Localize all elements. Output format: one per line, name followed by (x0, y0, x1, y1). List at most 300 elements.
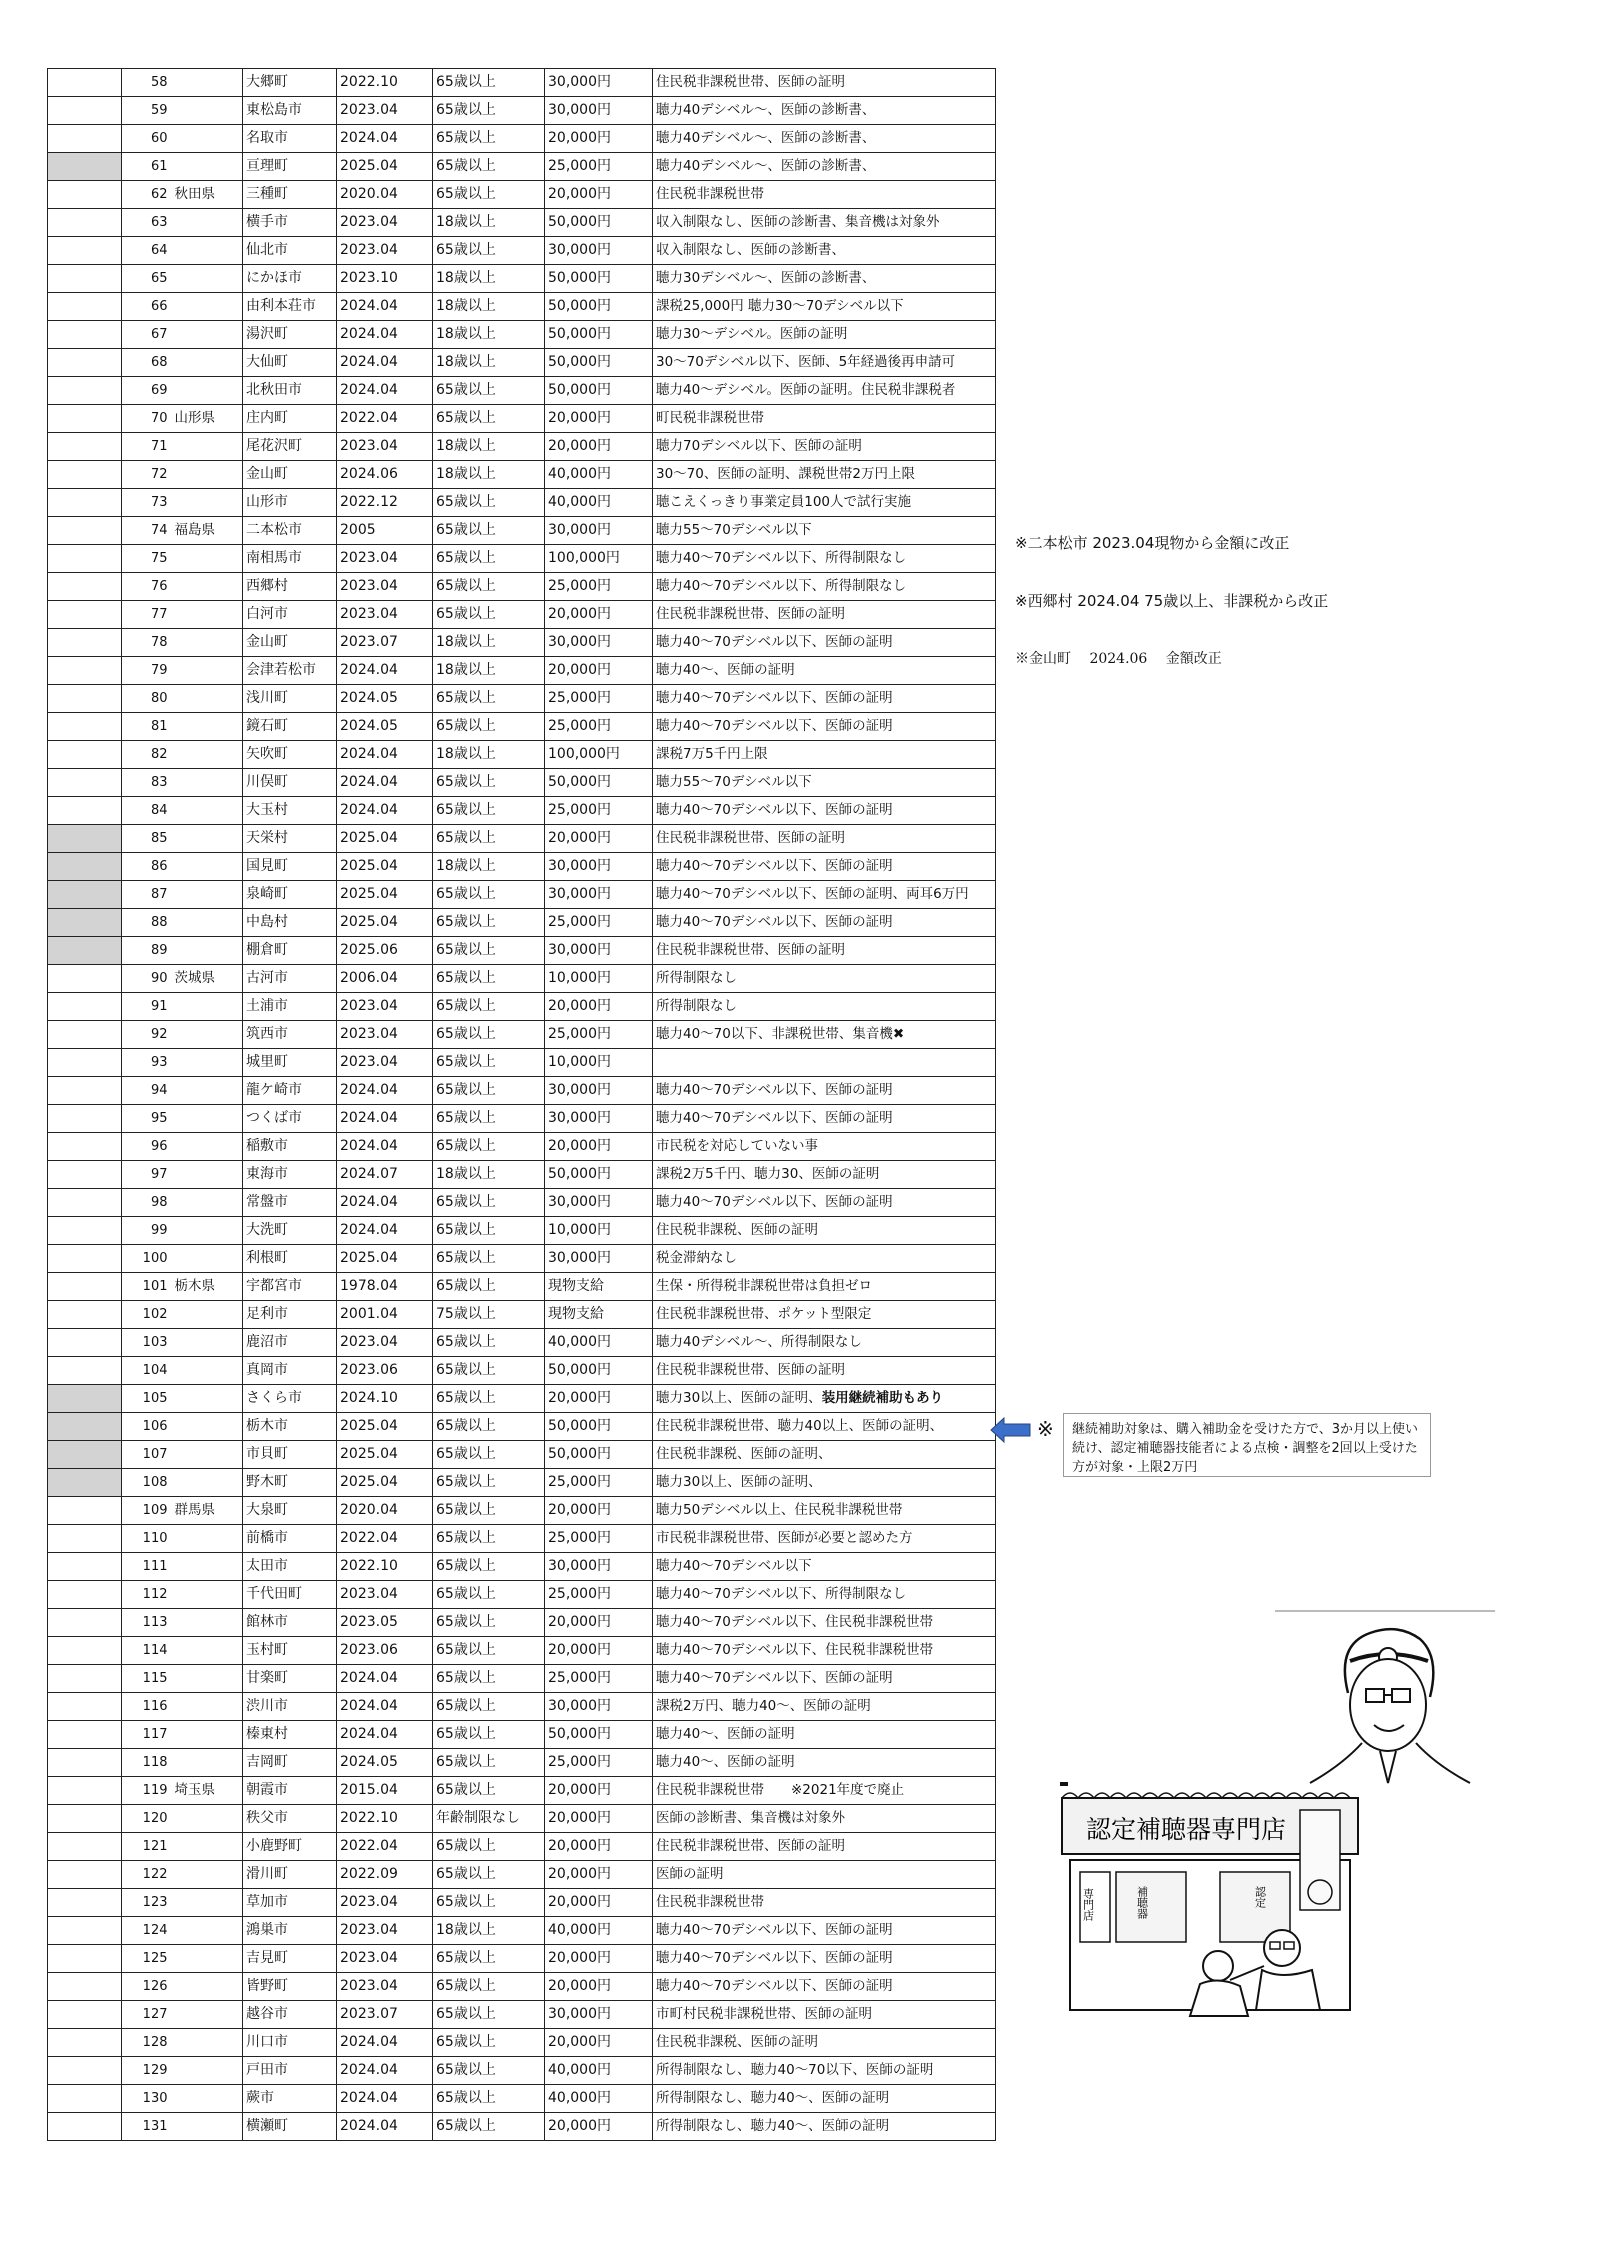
age-requirement: 65歳以上 (433, 937, 545, 965)
prefecture (172, 1721, 243, 1749)
prefecture: 山形県 (172, 405, 243, 433)
age-requirement: 65歳以上 (433, 517, 545, 545)
subsidy-amount: 100,000円 (545, 545, 653, 573)
subsidy-amount: 100,000円 (545, 741, 653, 769)
row-marker (48, 1889, 122, 1917)
prefecture (172, 937, 243, 965)
subsidy-amount: 20,000円 (545, 993, 653, 1021)
age-requirement: 年齢制限なし (433, 1805, 545, 1833)
table-row (48, 601, 996, 629)
municipality: 前橋市 (243, 1525, 337, 1553)
municipality: 鴻巣市 (243, 1917, 337, 1945)
row-number: 100 (122, 1245, 172, 1273)
note-nihonmatsu: ※二本松市 2023.04現物から金額に改正 (1015, 534, 1290, 552)
conditions: 聴力40～70デシベル以下、医師の証明、両耳6万円 (653, 881, 996, 909)
subsidy-amount: 25,000円 (545, 797, 653, 825)
subsidy-amount: 10,000円 (545, 1049, 653, 1077)
age-requirement: 65歳以上 (433, 1973, 545, 2001)
table-row (48, 349, 996, 377)
subsidy-amount: 50,000円 (545, 769, 653, 797)
prefecture (172, 1693, 243, 1721)
prefecture (172, 1133, 243, 1161)
municipality: 名取市 (243, 125, 337, 153)
prefecture (172, 713, 243, 741)
prefecture (172, 741, 243, 769)
shop-side-sign: 専門店 (1081, 1888, 1095, 1921)
start-date: 2023.04 (337, 237, 433, 265)
subsidy-amount: 40,000円 (545, 2057, 653, 2085)
age-requirement: 18歳以上 (433, 209, 545, 237)
age-requirement: 65歳以上 (433, 2001, 545, 2029)
age-requirement: 65歳以上 (433, 1469, 545, 1497)
municipality: 館林市 (243, 1609, 337, 1637)
conditions: 聴力40～70デシベル以下、住民税非課税世帯 (653, 1609, 996, 1637)
table-row (48, 713, 996, 741)
table-row (48, 489, 996, 517)
row-number: 61 (122, 153, 172, 181)
row-number: 122 (122, 1861, 172, 1889)
row-number: 117 (122, 1721, 172, 1749)
municipality: 天栄村 (243, 825, 337, 853)
start-date: 2025.04 (337, 1441, 433, 1469)
prefecture (172, 1413, 243, 1441)
row-marker (48, 405, 122, 433)
prefecture (172, 1805, 243, 1833)
municipality: 泉崎町 (243, 881, 337, 909)
municipality: 庄内町 (243, 405, 337, 433)
row-marker (48, 1861, 122, 1889)
municipality: 真岡市 (243, 1357, 337, 1385)
conditions: 聴力40～70デシベル以下、住民税非課税世帯 (653, 1637, 996, 1665)
municipality: 常盤市 (243, 1189, 337, 1217)
prefecture (172, 993, 243, 1021)
start-date: 2024.05 (337, 685, 433, 713)
municipality: 野木町 (243, 1469, 337, 1497)
municipality: 榛東村 (243, 1721, 337, 1749)
prefecture (172, 657, 243, 685)
municipality: 越谷市 (243, 2001, 337, 2029)
row-number: 118 (122, 1749, 172, 1777)
row-number: 88 (122, 909, 172, 937)
row-number: 83 (122, 769, 172, 797)
row-number: 79 (122, 657, 172, 685)
municipality: 吉岡町 (243, 1749, 337, 1777)
prefecture (172, 573, 243, 601)
table-row (48, 153, 996, 181)
conditions: 聴力70デシベル以下、医師の証明 (653, 433, 996, 461)
start-date: 2024.04 (337, 657, 433, 685)
table-row (48, 433, 996, 461)
row-number: 78 (122, 629, 172, 657)
age-requirement: 65歳以上 (433, 881, 545, 909)
table-row (48, 1105, 996, 1133)
row-number: 84 (122, 797, 172, 825)
age-requirement: 65歳以上 (433, 1385, 545, 1413)
row-number: 110 (122, 1525, 172, 1553)
row-number: 120 (122, 1805, 172, 1833)
conditions: 聴力40～70以下、非課税世帯、集音機✖ (653, 1021, 996, 1049)
start-date: 2023.04 (337, 1917, 433, 1945)
subsidy-amount: 50,000円 (545, 209, 653, 237)
conditions: 聴力40～70デシベル以下、医師の証明 (653, 1973, 996, 2001)
row-marker (48, 573, 122, 601)
conditions: 住民税非課税世帯、医師の証明 (653, 1357, 996, 1385)
age-requirement: 65歳以上 (433, 1833, 545, 1861)
row-number: 66 (122, 293, 172, 321)
row-number: 94 (122, 1077, 172, 1105)
row-marker (48, 1637, 122, 1665)
row-number: 103 (122, 1329, 172, 1357)
row-number: 129 (122, 2057, 172, 2085)
table-row (48, 1749, 996, 1777)
start-date: 2025.04 (337, 1245, 433, 1273)
row-marker (48, 965, 122, 993)
table-row (48, 545, 996, 573)
age-requirement: 65歳以上 (433, 1497, 545, 1525)
subsidy-amount: 25,000円 (545, 1665, 653, 1693)
conditions: 聴力40～70デシベル以下、医師の証明 (653, 685, 996, 713)
table-row (48, 1301, 996, 1329)
start-date: 2020.04 (337, 181, 433, 209)
row-number: 92 (122, 1021, 172, 1049)
conditions: 聴力40～70デシベル以下、医師の証明 (653, 1917, 996, 1945)
table-row (48, 209, 996, 237)
conditions: 聴力40デシベル～、医師の診断書、 (653, 153, 996, 181)
table-row (48, 1021, 996, 1049)
row-marker (48, 1945, 122, 1973)
table-row (48, 69, 996, 97)
row-number: 131 (122, 2113, 172, 2141)
row-number: 91 (122, 993, 172, 1021)
conditions: 聴力40～、医師の証明 (653, 657, 996, 685)
municipality: 大洗町 (243, 1217, 337, 1245)
start-date: 2024.04 (337, 741, 433, 769)
row-marker (48, 377, 122, 405)
start-date: 2023.04 (337, 433, 433, 461)
hearing-specialist-illustration (1270, 1605, 1500, 1785)
note-kaneyama: ※金山町 2024.06 金額改正 (1015, 651, 1222, 667)
table-row (48, 573, 996, 601)
conditions: 課税2万円、聴力40～、医師の証明 (653, 1693, 996, 1721)
start-date: 2023.04 (337, 1049, 433, 1077)
start-date: 2023.04 (337, 1973, 433, 2001)
start-date: 2020.04 (337, 1497, 433, 1525)
start-date: 2023.06 (337, 1637, 433, 1665)
prefecture (172, 797, 243, 825)
municipality: 太田市 (243, 1553, 337, 1581)
age-requirement: 65歳以上 (433, 1217, 545, 1245)
subsidy-amount: 20,000円 (545, 1861, 653, 1889)
age-requirement: 65歳以上 (433, 1693, 545, 1721)
prefecture (172, 2001, 243, 2029)
subsidy-amount: 20,000円 (545, 657, 653, 685)
hearing-aid-shop-illustration (1050, 1780, 1370, 2020)
start-date: 2023.04 (337, 601, 433, 629)
start-date: 2023.04 (337, 545, 433, 573)
age-requirement: 65歳以上 (433, 377, 545, 405)
municipality: 小鹿野町 (243, 1833, 337, 1861)
prefecture (172, 1469, 243, 1497)
start-date: 2025.04 (337, 881, 433, 909)
prefecture (172, 1301, 243, 1329)
conditions: 聴力40～70デシベル以下、医師の証明 (653, 1665, 996, 1693)
age-requirement: 65歳以上 (433, 153, 545, 181)
row-number: 70 (122, 405, 172, 433)
subsidy-amount: 40,000円 (545, 489, 653, 517)
conditions: 住民税非課税世帯 (653, 181, 996, 209)
table-row (48, 1973, 996, 2001)
table-row (48, 517, 996, 545)
municipality: 横手市 (243, 209, 337, 237)
municipality: 古河市 (243, 965, 337, 993)
conditions: 聴力55～70デシベル以下 (653, 517, 996, 545)
subsidy-amount: 25,000円 (545, 153, 653, 181)
table-row (48, 685, 996, 713)
conditions: 聴力30以上、医師の証明、装用継続補助もあり (653, 1385, 996, 1413)
age-requirement: 65歳以上 (433, 97, 545, 125)
subsidy-amount: 10,000円 (545, 1217, 653, 1245)
table-row (48, 1665, 996, 1693)
age-requirement: 65歳以上 (433, 69, 545, 97)
subsidy-amount: 40,000円 (545, 1329, 653, 1357)
municipality: 栃木市 (243, 1413, 337, 1441)
start-date: 2024.04 (337, 769, 433, 797)
subsidy-amount: 50,000円 (545, 321, 653, 349)
conditions: 聴力40～70デシベル以下、医師の証明 (653, 629, 996, 657)
row-marker (48, 1553, 122, 1581)
row-number: 113 (122, 1609, 172, 1637)
conditions: 医師の証明 (653, 1861, 996, 1889)
row-number: 114 (122, 1637, 172, 1665)
conditions: 住民税非課税世帯、医師の証明 (653, 825, 996, 853)
prefecture (172, 125, 243, 153)
row-marker (48, 489, 122, 517)
prefecture (172, 1525, 243, 1553)
row-marker (48, 293, 122, 321)
subsidy-amount: 25,000円 (545, 713, 653, 741)
age-requirement: 18歳以上 (433, 657, 545, 685)
start-date: 2022.04 (337, 405, 433, 433)
row-marker (48, 1133, 122, 1161)
subsidy-amount: 50,000円 (545, 377, 653, 405)
prefecture (172, 1581, 243, 1609)
row-marker (48, 2029, 122, 2057)
prefecture (172, 1553, 243, 1581)
age-requirement: 65歳以上 (433, 1189, 545, 1217)
conditions: 課税25,000円 聴力30～70デシベル以下 (653, 293, 996, 321)
age-requirement: 65歳以上 (433, 797, 545, 825)
note-nishigo: ※西郷村 2024.04 75歳以上、非課税から改正 (1015, 592, 1329, 610)
row-marker (48, 1609, 122, 1637)
row-number: 60 (122, 125, 172, 153)
subsidy-amount: 30,000円 (545, 629, 653, 657)
age-requirement: 18歳以上 (433, 265, 545, 293)
row-marker (48, 685, 122, 713)
table-row (48, 1833, 996, 1861)
conditions-highlight: 装用継続補助もあり (821, 1390, 944, 1406)
table-row (48, 1217, 996, 1245)
age-requirement: 65歳以上 (433, 1077, 545, 1105)
subsidy-amount: 20,000円 (545, 1133, 653, 1161)
row-marker (48, 1049, 122, 1077)
subsidy-amount: 50,000円 (545, 265, 653, 293)
start-date: 2024.10 (337, 1385, 433, 1413)
table-row (48, 741, 996, 769)
row-marker (48, 713, 122, 741)
table-row (48, 181, 996, 209)
conditions: 聴力40～70デシベル以下、所得制限なし (653, 573, 996, 601)
municipality: 龍ケ崎市 (243, 1077, 337, 1105)
municipality: 玉村町 (243, 1637, 337, 1665)
row-number: 107 (122, 1441, 172, 1469)
age-requirement: 18歳以上 (433, 1161, 545, 1189)
age-requirement: 65歳以上 (433, 1049, 545, 1077)
table-row (48, 2029, 996, 2057)
conditions: 聴力30デシベル～、医師の診断書、 (653, 265, 996, 293)
municipality: さくら市 (243, 1385, 337, 1413)
prefecture (172, 1609, 243, 1637)
row-number: 75 (122, 545, 172, 573)
conditions: 所得制限なし、聴力40～、医師の証明 (653, 2085, 996, 2113)
subsidy-amount: 50,000円 (545, 349, 653, 377)
row-number: 86 (122, 853, 172, 881)
start-date: 2023.04 (337, 209, 433, 237)
start-date: 2022.12 (337, 489, 433, 517)
row-number: 76 (122, 573, 172, 601)
row-marker (48, 2085, 122, 2113)
subsidy-amount: 50,000円 (545, 1721, 653, 1749)
conditions: 聴力40～70デシベル以下、医師の証明 (653, 1077, 996, 1105)
conditions: 聴力40～デシベル。医師の証明。住民税非課税者 (653, 377, 996, 405)
row-marker (48, 1245, 122, 1273)
subsidy-amount: 30,000円 (545, 937, 653, 965)
table-row (48, 1469, 996, 1497)
table-row (48, 1273, 996, 1301)
municipality: 大泉町 (243, 1497, 337, 1525)
table-row (48, 125, 996, 153)
row-number: 64 (122, 237, 172, 265)
age-requirement: 65歳以上 (433, 601, 545, 629)
conditions: 住民税非課税世帯 ※2021年度で廃止 (653, 1777, 996, 1805)
row-number: 65 (122, 265, 172, 293)
row-marker (48, 1077, 122, 1105)
prefecture (172, 1105, 243, 1133)
age-requirement: 75歳以上 (433, 1301, 545, 1329)
table-row (48, 237, 996, 265)
municipality: 国見町 (243, 853, 337, 881)
age-requirement: 65歳以上 (433, 1665, 545, 1693)
conditions: 聴力40～、医師の証明 (653, 1721, 996, 1749)
municipality: 蕨市 (243, 2085, 337, 2113)
age-requirement: 65歳以上 (433, 2113, 545, 2141)
conditions: 課税2万5千円、聴力30、医師の証明 (653, 1161, 996, 1189)
start-date: 2022.04 (337, 1525, 433, 1553)
table-row (48, 293, 996, 321)
row-number: 109 (122, 1497, 172, 1525)
conditions: 住民税非課税世帯 (653, 1889, 996, 1917)
start-date: 2024.04 (337, 1077, 433, 1105)
prefecture (172, 769, 243, 797)
prefecture (172, 1917, 243, 1945)
row-marker (48, 1833, 122, 1861)
prefecture (172, 1329, 243, 1357)
prefecture (172, 909, 243, 937)
row-number: 127 (122, 2001, 172, 2029)
row-number: 82 (122, 741, 172, 769)
table-row (48, 265, 996, 293)
row-marker (48, 1161, 122, 1189)
age-requirement: 65歳以上 (433, 1945, 545, 1973)
subsidy-amount: 30,000円 (545, 237, 653, 265)
conditions: 住民税非課税世帯、医師の証明 (653, 601, 996, 629)
conditions: 所得制限なし、聴力40～、医師の証明 (653, 2113, 996, 2141)
table-row (48, 909, 996, 937)
prefecture (172, 1749, 243, 1777)
row-number: 68 (122, 349, 172, 377)
row-number: 63 (122, 209, 172, 237)
start-date: 2022.10 (337, 1805, 433, 1833)
table-row (48, 1889, 996, 1917)
conditions: 町民税非課税世帯 (653, 405, 996, 433)
prefecture (172, 685, 243, 713)
row-number: 93 (122, 1049, 172, 1077)
municipality: 滑川町 (243, 1861, 337, 1889)
table-row (48, 881, 996, 909)
row-marker (48, 601, 122, 629)
subsidy-amount: 50,000円 (545, 1441, 653, 1469)
start-date: 2006.04 (337, 965, 433, 993)
row-marker (48, 769, 122, 797)
table-row (48, 1581, 996, 1609)
row-marker (48, 2001, 122, 2029)
row-marker (48, 881, 122, 909)
subsidy-amount: 40,000円 (545, 2085, 653, 2113)
row-number: 119 (122, 1777, 172, 1805)
subsidy-amount: 30,000円 (545, 1693, 653, 1721)
municipality: 吉見町 (243, 1945, 337, 1973)
subsidy-amount: 30,000円 (545, 1553, 653, 1581)
table-row (48, 377, 996, 405)
municipality: 棚倉町 (243, 937, 337, 965)
subsidy-amount: 20,000円 (545, 1833, 653, 1861)
age-requirement: 65歳以上 (433, 1637, 545, 1665)
age-requirement: 65歳以上 (433, 1357, 545, 1385)
conditions: 市民税非課税世帯、医師が必要と認めた方 (653, 1525, 996, 1553)
row-number: 98 (122, 1189, 172, 1217)
start-date: 2024.06 (337, 461, 433, 489)
row-number: 67 (122, 321, 172, 349)
table-row (48, 2001, 996, 2029)
subsidy-amount: 50,000円 (545, 293, 653, 321)
start-date: 2023.07 (337, 629, 433, 657)
age-requirement: 18歳以上 (433, 293, 545, 321)
row-number: 73 (122, 489, 172, 517)
table-row (48, 1049, 996, 1077)
table-row (48, 1945, 996, 1973)
start-date: 2025.04 (337, 853, 433, 881)
conditions: 聴力40デシベル～、医師の診断書、 (653, 125, 996, 153)
municipality: 二本松市 (243, 517, 337, 545)
table-row (48, 1497, 996, 1525)
row-marker (48, 1497, 122, 1525)
table-row (48, 1525, 996, 1553)
row-number: 58 (122, 69, 172, 97)
start-date: 2024.04 (337, 1189, 433, 1217)
row-marker (48, 1385, 122, 1413)
age-requirement: 65歳以上 (433, 237, 545, 265)
subsidy-amount: 20,000円 (545, 1805, 653, 1833)
subsidy-amount: 20,000円 (545, 1889, 653, 1917)
